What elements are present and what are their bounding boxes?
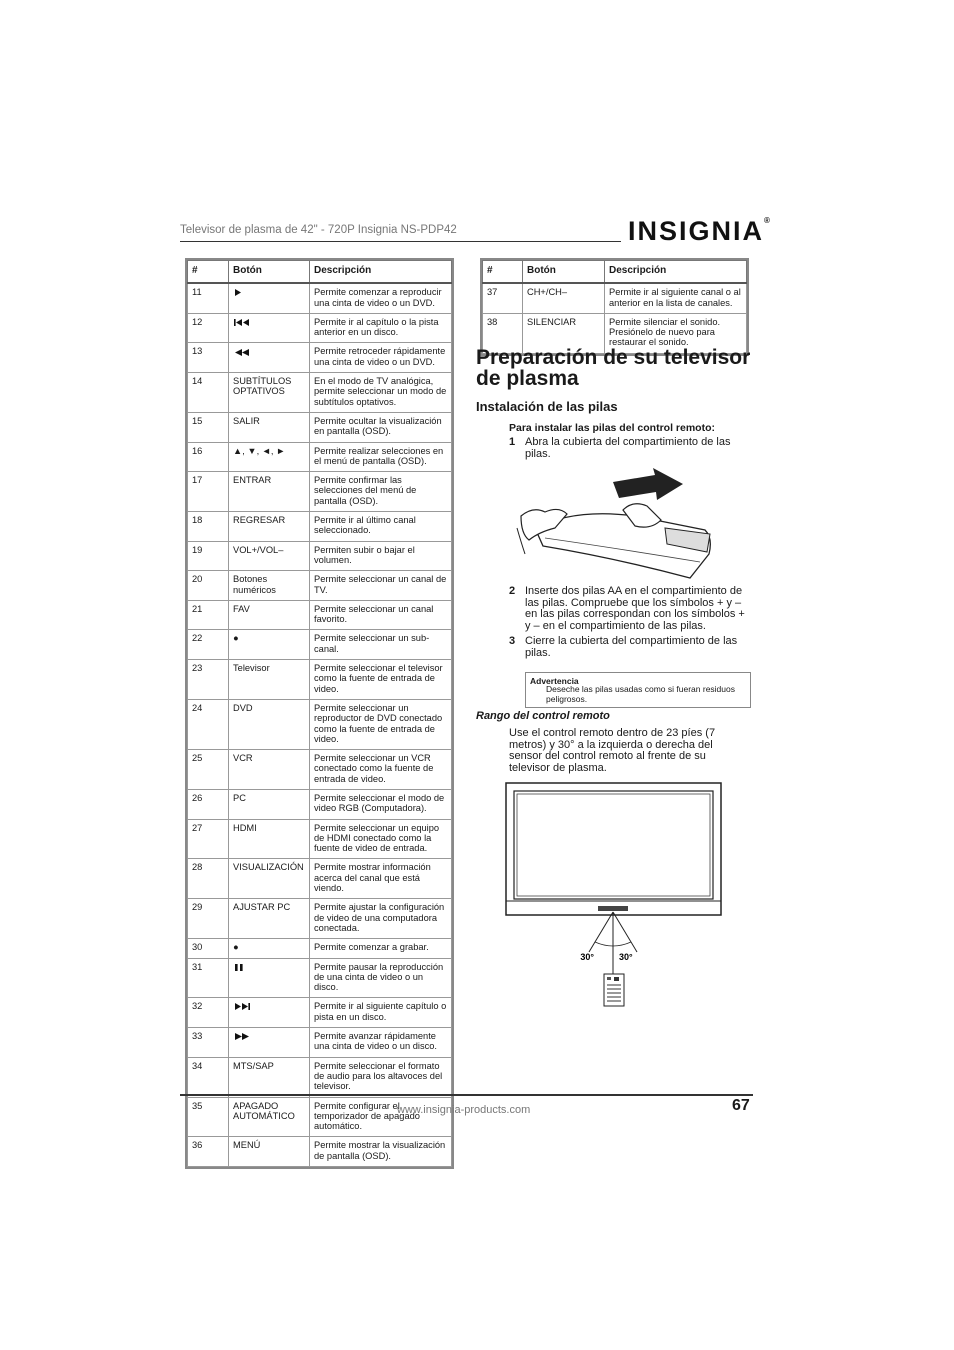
cell-num: 31 xyxy=(188,958,229,998)
table-header-row xyxy=(483,261,747,284)
cell-boton xyxy=(229,512,310,542)
cell-boton-text: MTS/SAP xyxy=(233,1060,274,1071)
cell-boton xyxy=(229,750,310,790)
cell-num: 24 xyxy=(188,699,229,749)
col-header-descripcion: Descripción xyxy=(310,261,452,284)
cell-num: 11 xyxy=(188,283,229,313)
table-row xyxy=(188,571,452,601)
table-row xyxy=(188,819,452,859)
cell-boton-text: APAGADO AUTOMÁTICO xyxy=(233,1100,295,1121)
cell-num: 16 xyxy=(188,442,229,472)
cell-descripcion: Permite mostrar información acerca del canal que está viendo. xyxy=(310,859,452,899)
insignia-logo xyxy=(628,216,770,247)
play-icon xyxy=(233,287,243,297)
cell-boton-text: PC xyxy=(233,792,246,803)
table-row xyxy=(188,998,452,1028)
cell-boton-text: ENTRAR xyxy=(233,475,272,486)
cell-boton-text: ● xyxy=(233,633,239,644)
cell-descripcion: Permite ir al capítulo o la pista anterior en un disco. xyxy=(310,313,452,343)
cell-descripcion: Permite comenzar a reproducir una cinta de video o un DVD. xyxy=(310,283,452,313)
cell-boton-text: REGRESAR xyxy=(233,515,286,526)
cell-descripcion: Permite ir al siguiente capítulo o pista en un disco. xyxy=(310,998,452,1028)
cell-boton xyxy=(229,343,310,373)
cell-num: 35 xyxy=(188,1097,229,1137)
cell-descripcion: En el modo de TV analógica, permite seleccionar un modo de subtítulos optativos. xyxy=(310,373,452,413)
cell-num: 23 xyxy=(188,660,229,700)
cell-num: 38 xyxy=(483,313,523,353)
cell-boton-text: MENÚ xyxy=(233,1140,261,1151)
table-row xyxy=(188,283,452,313)
remote-sensor-icon xyxy=(598,906,628,911)
cell-boton xyxy=(229,789,310,819)
warning-text: Deseche las pilas usadas como si fueran residuos peligrosos. xyxy=(546,684,735,704)
col-header-boton: Botón xyxy=(229,261,310,284)
cell-num: 12 xyxy=(188,313,229,343)
cell-num: 27 xyxy=(188,819,229,859)
table-row xyxy=(188,630,452,660)
cell-boton xyxy=(229,899,310,939)
registered-mark: ® xyxy=(764,216,770,225)
cell-boton xyxy=(229,313,310,343)
skip-back-icon xyxy=(233,317,251,327)
cell-boton xyxy=(229,541,310,571)
cell-num: 15 xyxy=(188,412,229,442)
cell-boton-text: SALIR xyxy=(233,415,260,426)
cell-descripcion: Permiten subir o bajar el volumen. xyxy=(310,541,452,571)
table-row xyxy=(188,412,452,442)
page-number: 67 xyxy=(732,1097,750,1114)
table-row xyxy=(188,512,452,542)
logo-text: INSIGNIA xyxy=(628,216,765,246)
cell-boton xyxy=(229,283,310,313)
table-header-row xyxy=(188,261,452,284)
cell-boton-text: Botones numéricos xyxy=(233,574,276,595)
cell-boton xyxy=(229,571,310,601)
footer-rule xyxy=(180,1094,753,1096)
warning-box xyxy=(525,672,751,708)
cell-num: 18 xyxy=(188,512,229,542)
cell-boton-text: VOL+/VOL– xyxy=(233,544,284,555)
step-text: Inserte dos pilas AA en el compartimiento de las pilas. Compruebe que los símbolos + y – en las pilas correspondan con los símbolos + y – en el compartimiento de las pilas. xyxy=(525,585,745,632)
cell-boton-text: HDMI xyxy=(233,822,257,833)
cell-boton xyxy=(229,660,310,700)
section-title: Preparación de su televisor de plasma xyxy=(476,346,751,390)
cell-descripcion: Permite ajustar la configuración de video de una computadora conectada. xyxy=(310,899,452,939)
cell-boton xyxy=(229,600,310,630)
table-row xyxy=(483,283,747,313)
section-subtitle: Instalación de las pilas xyxy=(476,399,618,414)
tv-screen xyxy=(517,794,710,896)
cell-descripcion: Permite silenciar el sonido. Presiónelo de nuevo para restaurar el sonido. xyxy=(605,313,747,353)
cell-descripcion: Permite retroceder rápidamente una cinta de video o un DVD. xyxy=(310,343,452,373)
cell-descripcion: Permite seleccionar un sub-canal. xyxy=(310,630,452,660)
cell-num: 25 xyxy=(188,750,229,790)
warning-title: Advertencia xyxy=(530,676,579,686)
cell-boton-text: CH+/CH– xyxy=(527,287,568,298)
table-row xyxy=(188,789,452,819)
button-table-right-grid xyxy=(482,260,747,354)
table-row xyxy=(188,600,452,630)
cell-boton xyxy=(229,472,310,512)
cell-boton xyxy=(229,958,310,998)
table-row xyxy=(188,660,452,700)
table-row xyxy=(188,939,452,958)
cell-descripcion: Permite configurar el temporizador de apagado automático. xyxy=(310,1097,452,1137)
button-table-right xyxy=(480,258,749,356)
table-row xyxy=(188,1028,452,1058)
table-row xyxy=(188,541,452,571)
step-text: Cierre la cubierta del compartimiento de las pilas. xyxy=(525,635,738,659)
tv-range-illustration xyxy=(505,782,723,1008)
cell-boton xyxy=(229,1057,310,1097)
cell-num: 29 xyxy=(188,899,229,939)
cell-boton xyxy=(229,939,310,958)
angle-left-label: 30° xyxy=(580,952,594,962)
cell-descripcion: Permite realizar selecciones en el menú de pantalla (OSD). xyxy=(310,442,452,472)
cell-num: 32 xyxy=(188,998,229,1028)
button-table-left xyxy=(185,258,454,1169)
cell-descripcion: Permite seleccionar un VCR conectado como la fuente de entrada de video. xyxy=(310,750,452,790)
cell-boton-text: ● xyxy=(233,942,239,953)
cell-boton xyxy=(229,859,310,899)
cell-num: 26 xyxy=(188,789,229,819)
cell-num: 20 xyxy=(188,571,229,601)
pause-icon xyxy=(233,962,245,972)
cell-boton xyxy=(229,1137,310,1167)
cell-num: 22 xyxy=(188,630,229,660)
cell-boton-text: SILENCIAR xyxy=(527,316,577,327)
cell-boton xyxy=(229,412,310,442)
col-header-num: # xyxy=(483,261,523,284)
cell-boton xyxy=(229,1097,310,1137)
cell-descripcion: Permite seleccionar un reproductor de DVD conectado como la fuente de entrada de video. xyxy=(310,699,452,749)
cell-boton xyxy=(229,998,310,1028)
cell-descripcion: Permite seleccionar el formato de audio para los altavoces del televisor. xyxy=(310,1057,452,1097)
cell-descripcion: Permite seleccionar un canal favorito. xyxy=(310,600,452,630)
cell-boton xyxy=(229,819,310,859)
cell-boton-text: VCR xyxy=(233,753,253,764)
cell-boton xyxy=(229,1028,310,1058)
cell-boton-text: Televisor xyxy=(233,663,270,674)
cell-num: 33 xyxy=(188,1028,229,1058)
cell-descripcion: Permite seleccionar el televisor como la fuente de entrada de video. xyxy=(310,660,452,700)
cell-boton xyxy=(523,283,605,313)
cell-descripcion: Permite ocultar la visualización en pantalla (OSD). xyxy=(310,412,452,442)
table-row xyxy=(188,343,452,373)
cell-boton-text: SUBTÍTULOS OPTATIVOS xyxy=(233,376,292,397)
cell-num: 36 xyxy=(188,1137,229,1167)
cell-num: 21 xyxy=(188,600,229,630)
table-row xyxy=(188,899,452,939)
step-1 xyxy=(509,437,749,460)
cell-boton-text: AJUSTAR PC xyxy=(233,902,291,913)
cell-boton xyxy=(229,442,310,472)
cell-num: 14 xyxy=(188,373,229,413)
procedure-title: Para instalar las pilas del control remoto: xyxy=(509,422,715,434)
cell-descripcion: Permite ir al último canal seleccionado. xyxy=(310,512,452,542)
table-row xyxy=(188,1137,452,1167)
cell-boton-text: DVD xyxy=(233,702,253,713)
cell-descripcion: Permite avanzar rápidamente una cinta de video o un disco. xyxy=(310,1028,452,1058)
cell-num: 17 xyxy=(188,472,229,512)
cell-num: 34 xyxy=(188,1057,229,1097)
range-title: Rango del control remoto xyxy=(476,710,610,722)
cell-descripcion: Permite seleccionar un canal de TV. xyxy=(310,571,452,601)
cell-num: 30 xyxy=(188,939,229,958)
cell-descripcion: Permite pausar la reproducción de una cinta de video o un disco. xyxy=(310,958,452,998)
cell-num: 13 xyxy=(188,343,229,373)
cell-boton-text: ▲, ▼, ◄, ► xyxy=(233,445,286,456)
cell-boton xyxy=(229,630,310,660)
header-rule xyxy=(180,241,621,242)
range-text: Use el control remoto dentro de 23 píes (7 metros) y 30° a la izquierda o derecha del sensor del control remoto al frente de su televisor de plasma. xyxy=(509,727,716,774)
step-3 xyxy=(509,636,751,659)
table-row xyxy=(188,442,452,472)
step-text: Abra la cubierta del compartimiento de las pilas. xyxy=(525,436,731,460)
cell-num: 19 xyxy=(188,541,229,571)
col-header-num: # xyxy=(188,261,229,284)
col-header-boton: Botón xyxy=(523,261,605,284)
remote-battery-cover-illustration xyxy=(515,468,715,580)
rewind-icon xyxy=(233,346,251,356)
footer-url: www.insignia-products.com xyxy=(397,1104,531,1116)
skip-forward-icon xyxy=(233,1001,251,1011)
cell-descripcion: Permite seleccionar el modo de video RGB (Computadora). xyxy=(310,789,452,819)
slide-arrow-icon xyxy=(613,468,683,500)
table-row xyxy=(188,750,452,790)
step-number: 2 xyxy=(509,585,516,597)
fast-forward-icon xyxy=(233,1031,251,1041)
table-row xyxy=(188,859,452,899)
cell-descripcion: Permite mostrar la visualización de pantalla (OSD). xyxy=(310,1137,452,1167)
cell-boton-text: VISUALIZACIÓN xyxy=(233,862,304,873)
cell-num: 37 xyxy=(483,283,523,313)
cell-descripcion: Permite comenzar a grabar. xyxy=(310,939,452,958)
table-row xyxy=(188,699,452,749)
button-table-left-grid xyxy=(187,260,452,1167)
table-row xyxy=(188,472,452,512)
step-number: 3 xyxy=(509,635,516,647)
step-2 xyxy=(509,586,751,632)
cell-descripcion: Permite confirmar las selecciones del menú de pantalla (OSD). xyxy=(310,472,452,512)
col-header-descripcion: Descripción xyxy=(605,261,747,284)
table-row xyxy=(188,1057,452,1097)
cell-descripcion: Permite ir al siguiente canal o al anterior en la lista de canales. xyxy=(605,283,747,313)
table-row xyxy=(188,1097,452,1137)
cell-boton xyxy=(229,373,310,413)
table-row xyxy=(188,373,452,413)
cell-num: 28 xyxy=(188,859,229,899)
cell-boton-text: FAV xyxy=(233,603,250,614)
step-number: 1 xyxy=(509,436,516,448)
table-row xyxy=(188,958,452,998)
cell-boton xyxy=(229,699,310,749)
angle-right-label: 30° xyxy=(619,952,633,962)
header-title: Televisor de plasma de 42" - 720P Insignia NS-PDP42 xyxy=(180,224,457,236)
table-row xyxy=(188,313,452,343)
cell-descripcion: Permite seleccionar un equipo de HDMI conectado como la fuente de video de entrada. xyxy=(310,819,452,859)
